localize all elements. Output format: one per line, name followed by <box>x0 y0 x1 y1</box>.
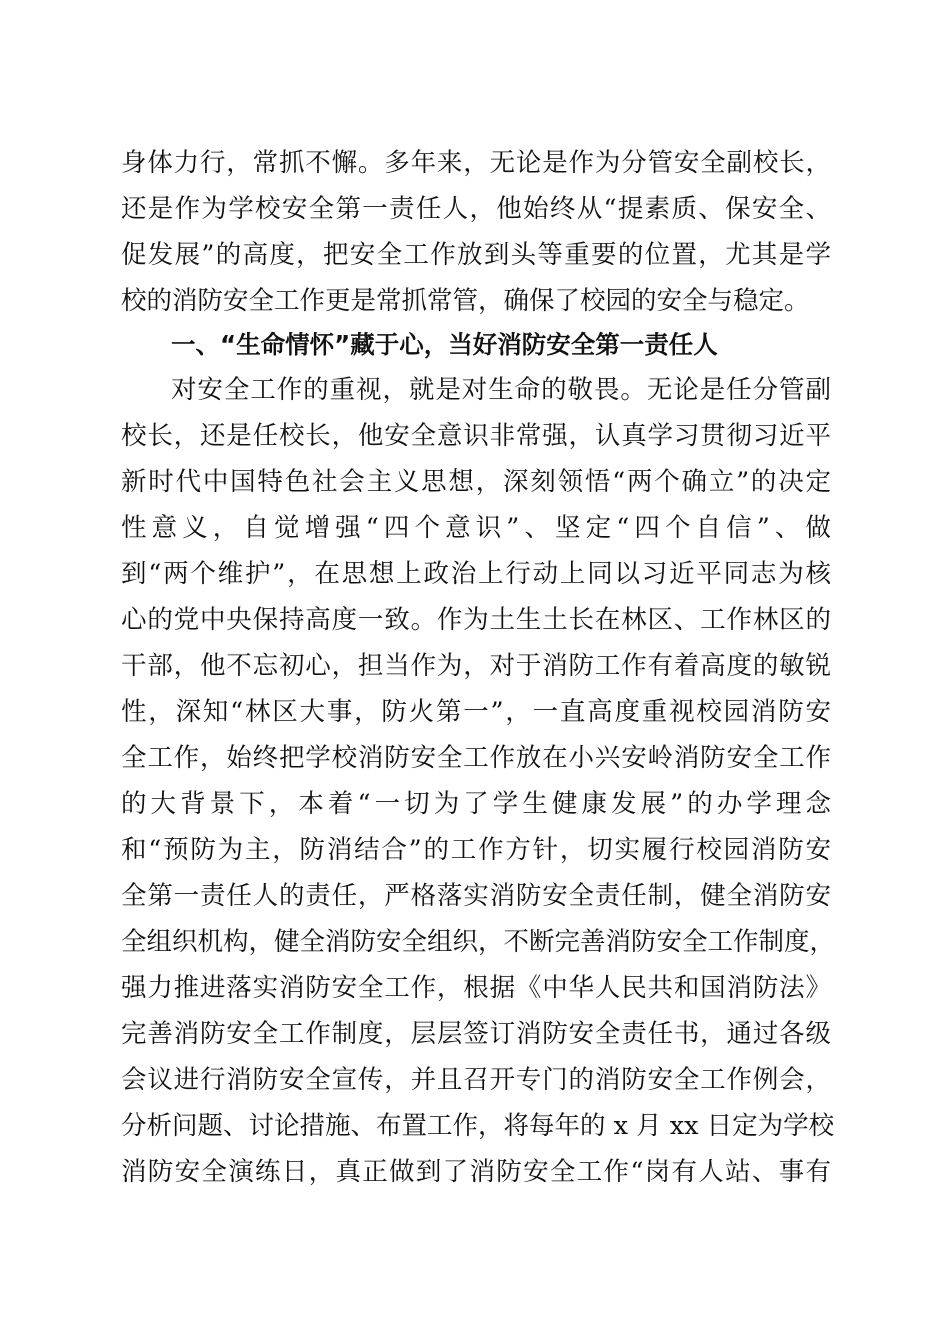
paragraph-line: 的大背景下，本着“一切为了学生健康发展”的办学理念 <box>121 789 831 819</box>
paragraph-line: 完善消防安全工作制度，层层签订消防安全责任书，通过各级 <box>121 1019 831 1049</box>
paragraph-line: 会议进行消防安全宣传，并且召开专门的消防安全工作例会， <box>121 1065 831 1095</box>
paragraph-line: 全组织机构，健全消防安全组织，不断完善消防安全工作制度， <box>121 927 836 957</box>
paragraph-line: 新时代中国特色社会主义思想，深刻领悟“两个确立”的决定 <box>121 467 831 497</box>
paragraph-line: 分析问题、讨论措施、布置工作，将每年的 x 月 xx 日定为学校 <box>121 1111 835 1141</box>
paragraph-line: 心的党中央保持高度一致。作为土生土长在林区、工作林区的 <box>121 605 831 635</box>
paragraph-line: 校的消防安全工作更是常抓常管，确保了校园的安全与稳定。 <box>121 286 810 316</box>
paragraph-line: 干部，他不忘初心，担当作为，对于消防工作有着高度的敏锐 <box>121 651 831 681</box>
paragraph-line: 对安全工作的重视，就是对生命的敬畏。无论是任分管副 <box>171 375 831 405</box>
section-heading: 一、“生命情怀”藏于心，当好消防安全第一责任人 <box>171 330 718 359</box>
paragraph-line: 身体力行，常抓不懈。多年来，无论是作为分管安全副校长， <box>121 148 831 178</box>
paragraph-line: 性，深知“林区大事，防火第一”，一直高度重视校园消防安 <box>121 697 831 727</box>
paragraph-line: 促发展”的高度，把安全工作放到头等重要的位置，尤其是学 <box>121 240 831 270</box>
paragraph-line: 消防安全演练日，真正做到了消防安全工作“岗有人站、事有 <box>121 1157 831 1187</box>
paragraph-line: 和“预防为主，防消结合”的工作方针，切实履行校园消防安 <box>121 835 831 865</box>
paragraph-line: 全第一责任人的责任，严格落实消防安全责任制，健全消防安 <box>121 881 831 911</box>
paragraph-line: 还是作为学校安全第一责任人，他始终从“提素质、保安全、 <box>121 194 831 224</box>
paragraph-line: 校长，还是任校长，他安全意识非常强，认真学习贯彻习近平 <box>121 421 831 451</box>
paragraph-line: 全工作，始终把学校消防安全工作放在小兴安岭消防安全工作 <box>121 743 831 773</box>
paragraph-line: 强力推进落实消防安全工作，根据《中华人民共和国消防法》 <box>121 973 831 1003</box>
paragraph-line: 性意义，自觉增强“四个意识”、坚定“四个自信”、做 <box>121 513 831 543</box>
paragraph-line: 到“两个维护”，在思想上政治上行动上同以习近平同志为核 <box>121 559 831 589</box>
